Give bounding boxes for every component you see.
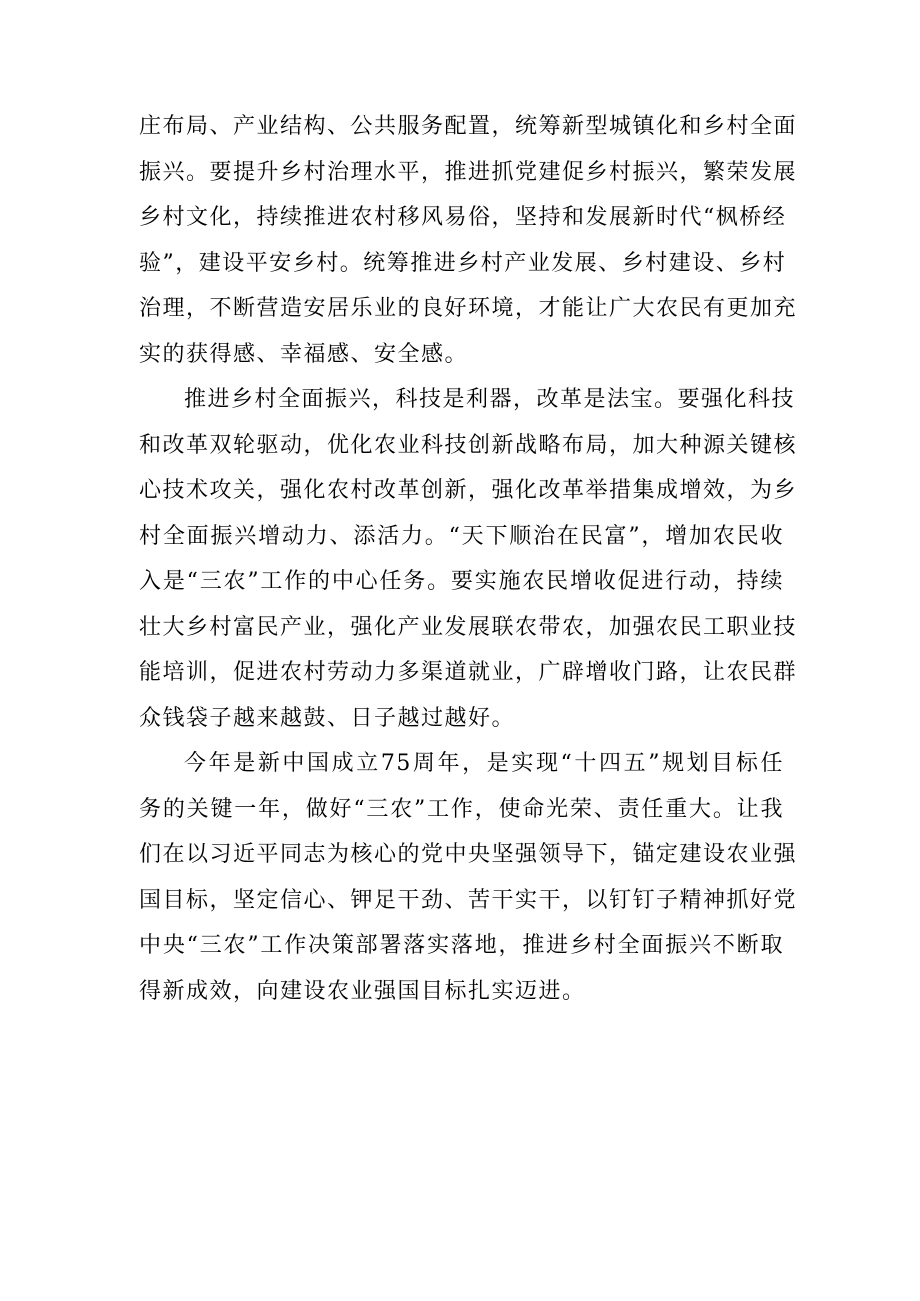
text-line: 心技术攻关，强化农村改革创新，强化改革举措集成增效，为乡 [139, 478, 798, 503]
text-line: 治理，不断营造安居乐业的良好环境，才能让广大农民有更加充 [139, 296, 798, 321]
text-line: 振兴。要提升乡村治理水平，推进抓党建促乡村振兴，繁荣发展 [139, 159, 798, 185]
text-line: 壮大乡村富民产业，强化产业发展联农带农，加强农民工职业技 [139, 614, 798, 640]
document-body [139, 104, 798, 1014]
text-line: 今年是新中国成立75周年，是实现“十四五”规划目标任 [184, 751, 784, 776]
text-line: 推进乡村全面振兴，科技是利器，改革是法宝。要强化科技 [184, 387, 796, 412]
text-line: 和改革双轮驱动，优化农业科技创新战略布局，加大种源关键核 [139, 432, 798, 458]
text-line: 众钱袋子越来越鼓、日子越过越好。 [139, 705, 516, 731]
text-line: 庄布局、产业结构、公共服务配置，统筹新型城镇化和乡村全面 [139, 114, 798, 139]
text-line: 实的获得感、幸福感、安全感。 [139, 341, 469, 367]
text-line: 验”，建设平安乡村。统筹推进乡村产业发展、乡村建设、乡村 [139, 250, 787, 276]
paragraph-3 [139, 741, 798, 1014]
text-line: 得新成效，向建设农业强国目标扎实迈进。 [139, 978, 586, 1004]
text-line: 能培训，促进农村劳动力多渠道就业，广辟增收门路，让农民群 [139, 660, 798, 685]
text-line: 中央“三农”工作决策部署落实落地，推进乡村全面振兴不断取 [139, 933, 784, 958]
text-line: 乡村文化，持续推进农村移风易俗，坚持和发展新时代“枫桥经 [139, 205, 787, 230]
text-line: 们在以习近平同志为核心的党中央坚强领导下，锚定建设农业强 [139, 842, 798, 867]
paragraph-1 [139, 104, 798, 377]
text-line: 国目标，坚定信心、钾足干劲、苦干实干，以钉钉子精神抓好党 [139, 887, 798, 913]
text-line: 村全面振兴增动力、添活力。“天下顺治在民富”，增加农民收 [139, 523, 784, 549]
paragraph-2 [139, 377, 798, 741]
text-line: 务的关键一年，做好“三农”工作，使命光荣、责任重大。让我 [139, 796, 784, 822]
text-line: 入是“三农”工作的中心任务。要实施农民增收促进行动，持续 [139, 569, 784, 594]
